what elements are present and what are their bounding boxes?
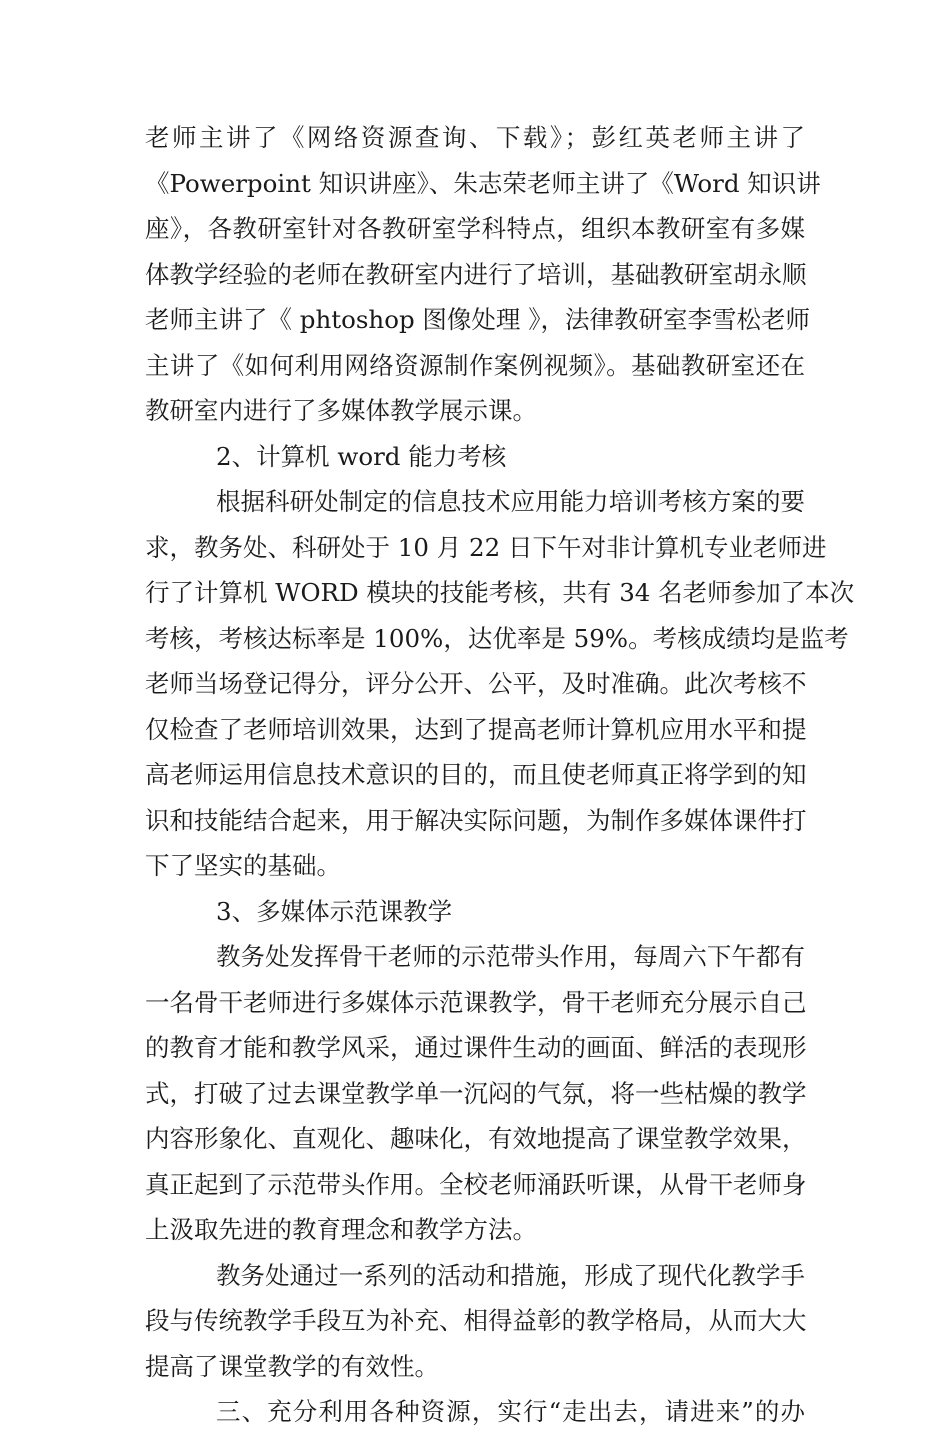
text-line: 考核，考核达标率是 100%，达优率是 59%。考核成绩均是监考: [145, 623, 849, 653]
text-line: 识和技能结合起来，用于解决实际问题，为制作多媒体课件打: [145, 805, 807, 835]
text-line: 《Powerpoint 知识讲座》、朱志荣老师主讲了《Word 知识讲: [145, 168, 821, 198]
text-line: 上汲取先进的教育理念和教学方法。: [145, 1215, 537, 1244]
text-line: 根据科研处制定的信息技术应用能力培训考核方案的要: [216, 487, 805, 516]
text-line: 一名骨干老师进行多媒体示范课教学，骨干老师充分展示自己: [145, 987, 807, 1017]
text-line: 求，教务处、科研处于 10 月 22 日下午对非计算机专业老师进: [145, 532, 827, 562]
text-line: 真正起到了示范带头作用。全校老师涌跃听课，从骨干老师身: [145, 1169, 807, 1199]
text-line: 体教学经验的老师在教研室内进行了培训，基础教研室胡永顺: [145, 259, 807, 289]
section-heading: 2、计算机 word 能力考核: [216, 441, 507, 471]
text-line: 的教育才能和教学风采，通过课件生动的画面、鲜活的表现形: [145, 1033, 807, 1062]
text-line: 内容形象化、直观化、趣味化，有效地提高了课堂教学效果，: [145, 1124, 807, 1153]
text-line: 主讲了《如何利用网络资源制作案例视频》。基础教研室还在: [145, 350, 805, 380]
text-line: 段与传统教学手段互为补充、相得益彰的教学格局，从而大大: [145, 1306, 807, 1335]
text-line: 下了坚实的基础。: [145, 851, 341, 880]
text-line: 老师主讲了《 phtoshop 图像处理 》，法律教研室李雪松老师: [145, 305, 810, 334]
text-line: 老师主讲了《网络资源查询、下载》；彭红英老师主讲了: [145, 123, 805, 152]
section-heading: 三、充分利用各种资源，实行“走出去，请进来”的办: [216, 1397, 805, 1426]
text-line: 提高了课堂教学的有效性。: [145, 1351, 439, 1381]
text-line: 高老师运用信息技术意识的目的，而且使老师真正将学到的知: [145, 760, 807, 789]
text-line: 老师当场登记得分，评分公开、公平，及时准确。此次考核不: [145, 669, 807, 698]
text-line: 座》，各教研室针对各教研室学科特点，组织本教研室有多媒: [145, 214, 805, 243]
text-line: 式，打破了过去课堂教学单一沉闷的气氛，将一些枯燥的教学: [145, 1078, 807, 1108]
body-text: [145, 115, 855, 1435]
text-line: 行了计算机 WORD 模块的技能考核，共有 34 名老师参加了本次: [145, 578, 855, 607]
text-line: 教务处通过一系列的活动和措施，形成了现代化教学手: [216, 1260, 805, 1290]
text-line: 仅检查了老师培训效果，达到了提高老师计算机应用水平和提: [145, 714, 807, 744]
section-heading: 3、多媒体示范课教学: [216, 896, 453, 926]
text-line: 教务处发挥骨干老师的示范带头作用，每周六下午都有: [216, 942, 805, 971]
text-line: 教研室内进行了多媒体教学展示课。: [145, 396, 537, 425]
